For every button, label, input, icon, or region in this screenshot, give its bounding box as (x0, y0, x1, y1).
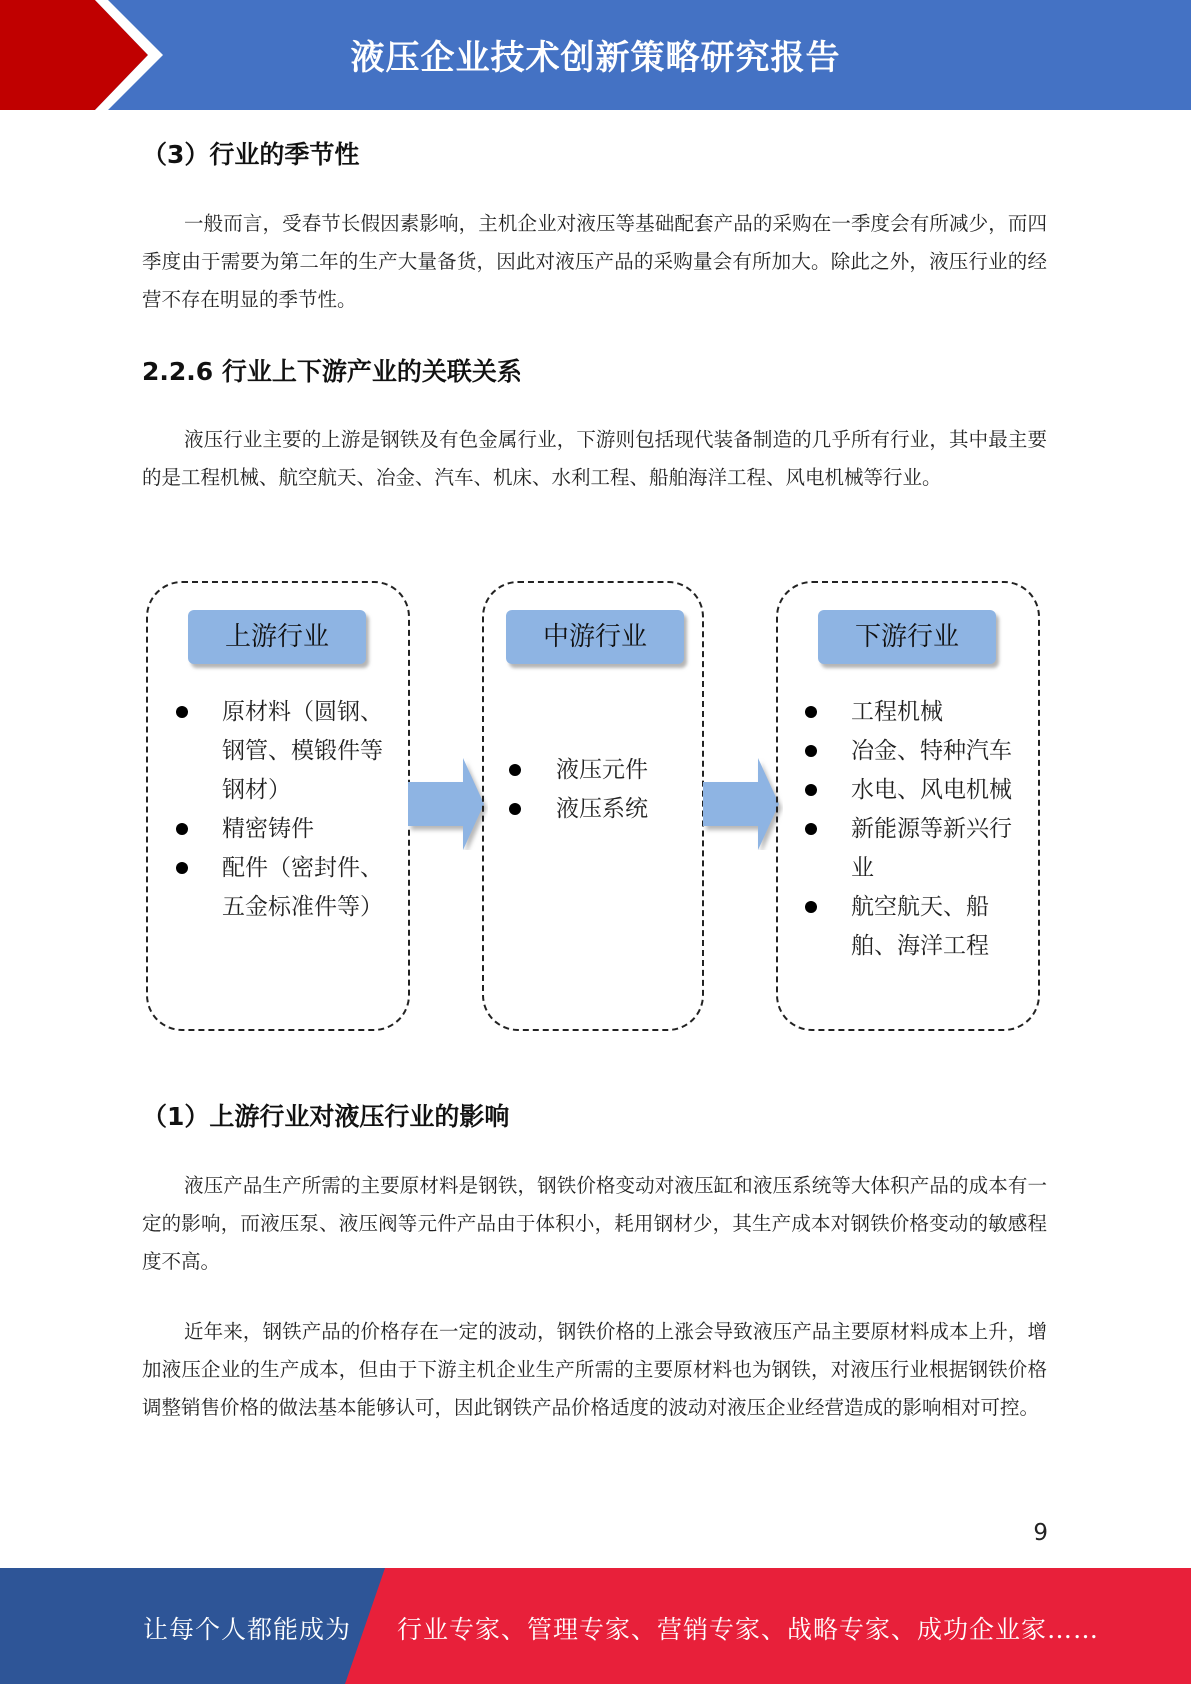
paragraph-upstream-impact-2: 近年来，钢铁产品的价格存在一定的波动，钢铁价格的上涨会导致液压产品主要原材料成本上升，增加液压企业的生产成本，但由于下游主机企业生产所需的主要原材料也为钢铁，对液压行业根据钢铁价格调整销售价格的做法基本能够认可，因此钢铁产品价格适度的波动对液压企业经营造成的影响相对可控。 (142, 1320, 1047, 1419)
list-item: 水电、风电机械 (805, 771, 1013, 810)
paragraph-upstream-impact-1: 液压产品生产所需的主要原材料是钢铁，钢铁价格变动对液压缸和液压系统等大体积产品的成本有一定的影响，而液压泵、液压阀等元件产品由于体积小，耗用钢材少，其生产成本对钢铁价格变动的敏感程度不高。 (142, 1174, 1047, 1273)
heading-industry-chain: 2.2.6 行业上下游产业的关联关系 (142, 357, 522, 386)
heading-seasonality: （3）行业的季节性 (142, 140, 360, 169)
list-item: 工程机械 (805, 693, 1013, 732)
report-title: 液压企业技术创新策略研究报告 (350, 38, 841, 78)
list-item: 新能源等新兴行业 (805, 810, 1013, 888)
upstream-title: 上游行业 (188, 610, 366, 664)
arrow-right-icon (408, 758, 488, 850)
bullet-icon (509, 764, 521, 776)
bullet-icon (805, 784, 817, 796)
bullet-icon (805, 745, 817, 757)
bullet-icon (805, 706, 817, 718)
upstream-list (176, 693, 391, 927)
bullet-icon (805, 901, 817, 913)
page-footer (0, 1568, 1191, 1684)
footer-roles: 行业专家、管理专家、营销专家、战略专家、成功企业家…… (397, 1615, 1100, 1644)
page-number: 9 (1033, 1520, 1048, 1546)
midstream-list (509, 751, 689, 829)
page-header (0, 0, 1191, 110)
arrow-right-icon (703, 758, 783, 850)
list-item: 冶金、特种汽车 (805, 732, 1013, 771)
list-item: 液压系统 (509, 790, 689, 829)
list-item: 配件（密封件、五金标准件等） (176, 849, 391, 927)
list-item: 液压元件 (509, 751, 689, 790)
bullet-icon (176, 706, 188, 718)
footer-slogan: 让每个人都能成为 (143, 1615, 352, 1644)
heading-upstream-impact: （1）上游行业对液压行业的影响 (142, 1102, 510, 1131)
bullet-icon (176, 862, 188, 874)
bullet-icon (509, 803, 521, 815)
list-item: 航空航天、船舶、海洋工程 (805, 888, 1013, 966)
downstream-title: 下游行业 (818, 610, 996, 664)
paragraph-seasonality: 一般而言，受春节长假因素影响，主机企业对液压等基础配套产品的采购在一季度会有所减少，而四季度由于需要为第二年的生产大量备货，因此对液压产品的采购量会有所加大。除此之外，液压行业的经营不存在明显的季节性。 (142, 212, 1047, 311)
paragraph-industry-chain: 液压行业主要的上游是钢铁及有色金属行业，下游则包括现代装备制造的几乎所有行业，其中最主要的是工程机械、航空航天、冶金、汽车、机床、水利工程、船舶海洋工程、风电机械等行业。 (142, 428, 1047, 489)
bullet-icon (805, 823, 817, 835)
list-item: 原材料（圆钢、钢管、模锻件等钢材） (176, 693, 391, 810)
list-item: 精密铸件 (176, 810, 391, 849)
downstream-list (805, 693, 1013, 966)
midstream-title: 中游行业 (506, 610, 684, 664)
bullet-icon (176, 823, 188, 835)
